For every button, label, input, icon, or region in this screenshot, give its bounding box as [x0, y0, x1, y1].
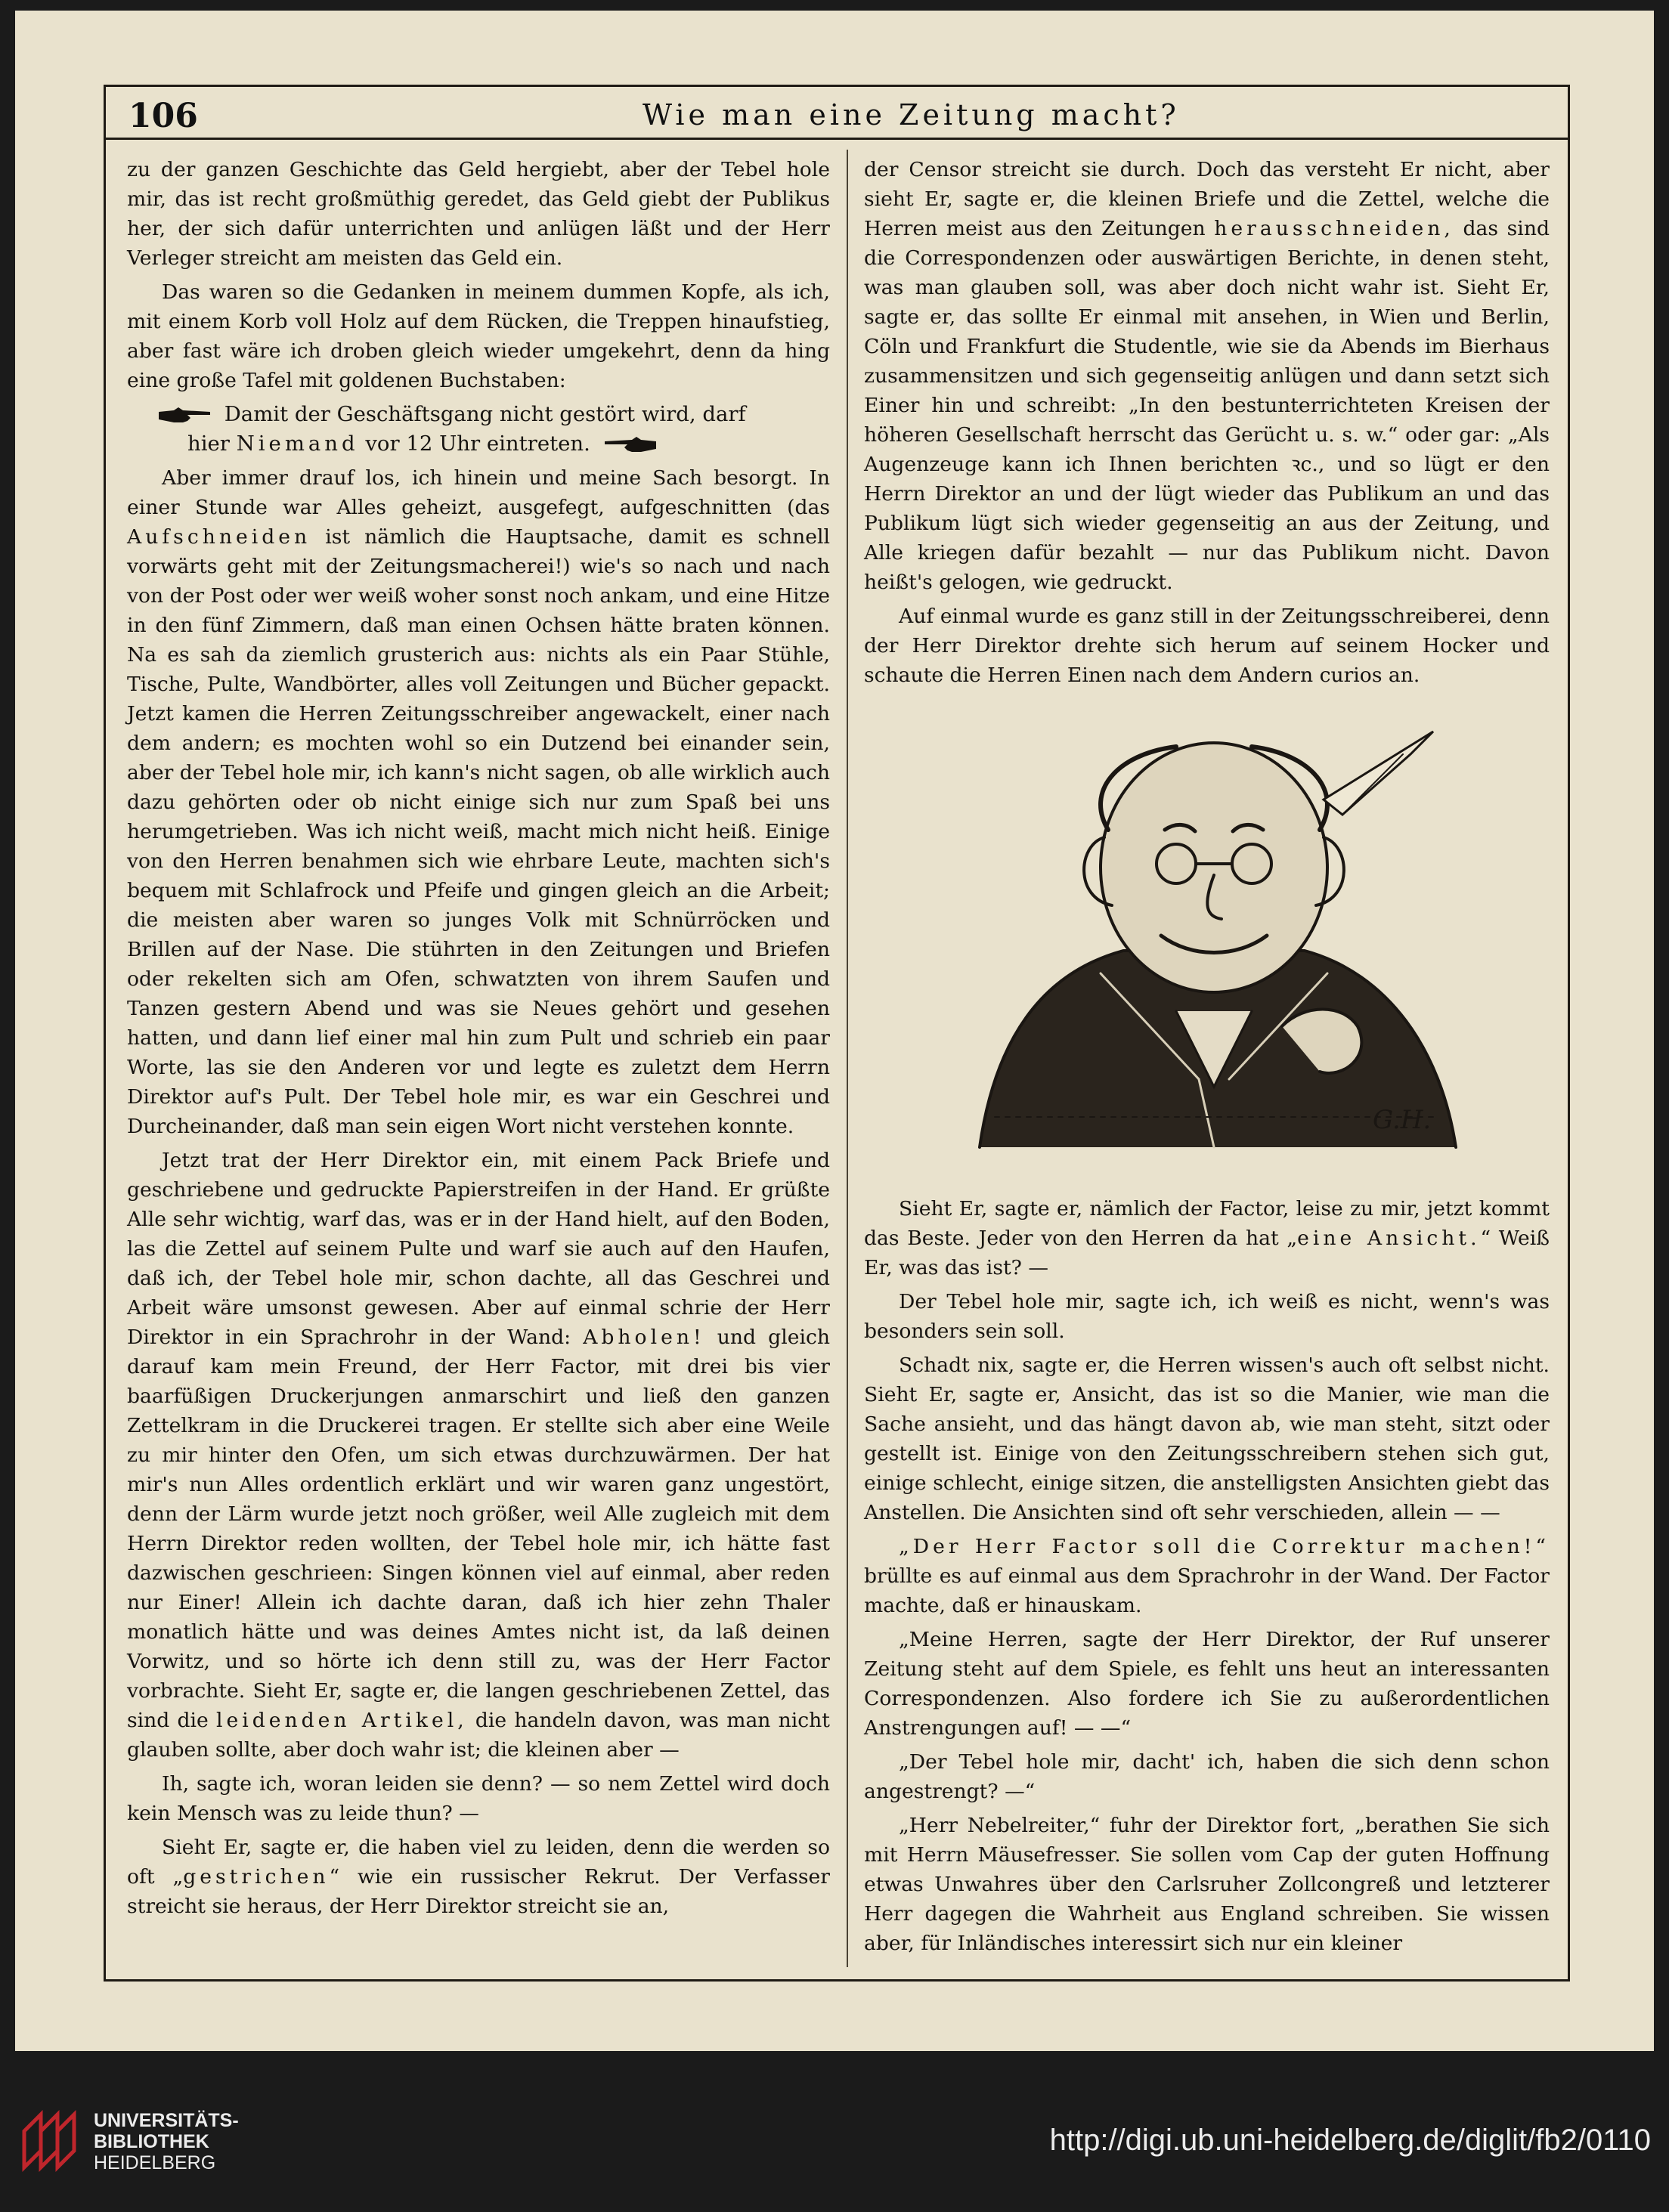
notice-emphasis: Niemand — [236, 432, 359, 456]
spaced-text: leidenden Artikel, — [216, 1709, 468, 1732]
spaced-text: gestrichen — [183, 1865, 330, 1889]
paragraph: Ih, sagte ich, woran leiden sie denn? — so nem Zettel wird doch kein Mensch was zu leide thun? — — [127, 1772, 830, 1825]
spaced-text: Abholen! — [583, 1326, 705, 1349]
paragraph — [864, 1194, 1550, 1282]
institution-line-1: UNIVERSITÄTS- — [94, 2110, 239, 2131]
spaced-text: eine Ansicht. — [1297, 1227, 1481, 1250]
text-run: Sieht Er, sagte er, die haben viel zu leiden, denn die werden so oft „ — [127, 1836, 830, 1889]
text-run: Sieht Er, sagte er, nämlich der Factor, leise zu mir, jetzt kommt das Beste. Jeder von den Herren da hat „ — [864, 1197, 1550, 1250]
text-run: das sind die Correspondenzen oder auswärtigen Berichte, in denen steht, was man glauben soll, was aber doch nicht wahr ist. Sieht Er, sagte er, das sollte Er einmal mit ansehen, in Wien und Berlin, Cöln und Frankfurt die Studentle, wie sie da Abends im Bierhaus zusammensitzen und sich gegenseitig anlügen und dann setzt sich Einer hin und schreibt: „In den bestunterrichteten Kreisen der höheren Gesellschaft herrscht das Gerücht u. s. w.“ oder gar: „Als Augenzeuge kann ich Ihnen berichten ꝛc., und so lügt er den Herrn Direktor an und der lügt wieder das Publikum an und das Publikum lügt sich wieder gegenseitig an aus der Zeitung, und Alle kriegen dafür bezahlt — nur das Publikum nicht. Davon heißt's gelogen, wie gedruckt. — [864, 217, 1550, 594]
notice-line-2-post: vor 12 Uhr eintreten. — [365, 432, 590, 456]
page-number: 106 — [129, 97, 198, 135]
illustration-signature: G.H. — [1373, 1105, 1432, 1135]
text-run: die handeln davon, was man nicht glauben sollte, aber doch wahr ist; die kleinen aber — — [127, 1709, 830, 1762]
permalink-url[interactable]: http://digi.ub.uni-heidelberg.de/diglit/fb2/0110 — [1049, 2124, 1651, 2157]
left-column — [127, 155, 830, 1926]
paragraph: „Herr Nebelreiter,“ fuhr der Direktor fort, „berathen Sie sich mit Herrn Mäusefresser. Sie sollen vom Cap der guten Hoffnung etwas Unwahres über den Carlsruher Zollcongreß und letzterer Herr dagegen die Wahrheit aus England schreiben. Sie wissen aber, für Inländisches interessirt sich nur ein kleiner — [864, 1814, 1550, 1955]
pointing-hand-right-icon — [157, 406, 213, 425]
paragraph: Schadt nix, sagte er, die Herren wissen's auch oft selbst nicht. Sieht Er, sagte er, Ansicht, das ist so die Manier, wie man die Sache ansieht, und das hängt davon ab, wie man steht, sitzt oder gestellt ist. Einige von den Zeitungsschreibern stehen sich gut, einige schlecht, einige sitzen, die anstelligsten Ansichten giebt das Anstellen. Die Ansichten sind oft sehr verschieden, allein — — — [864, 1353, 1550, 1524]
paragraph — [127, 1146, 830, 1765]
text-run: der Censor streicht sie durch. Doch das versteht Er nicht, aber sieht Er, sagte er, die kleinen Briefe und die Zettel, welche die Herren meist aus den Zeitungen — [864, 158, 1550, 240]
institution-name — [94, 2110, 239, 2173]
paragraph — [127, 463, 830, 1141]
caricature-illustration — [949, 724, 1479, 1162]
running-title: Wie man eine Zeitung macht? — [643, 98, 1180, 131]
paragraph: „Der Tebel hole mir, dacht' ich, haben die sich denn schon angestrengt? —“ — [864, 1750, 1550, 1803]
right-column-bottom — [864, 1194, 1550, 1963]
spaced-text: Aufschneiden — [127, 525, 311, 549]
header-rule — [104, 138, 1570, 140]
paragraph — [864, 1532, 1550, 1620]
paragraph: zu der ganzen Geschichte das Geld hergiebt, aber der Tebel hole mir, das ist recht großmüthig geredet, das Geld giebt der Publikus her, der sich dafür unterrichten und anlügen läßt und der Herr Verleger streicht am meisten das Geld ein. — [127, 158, 830, 270]
notice-sign — [127, 400, 830, 459]
paragraph: „Meine Herren, sagte der Herr Direktor, der Ruf unserer Zeitung steht auf dem Spiele, es fehlt uns heut an interessanten Correspondenzen. Also fordere ich Sie zu außerordentlichen Anstrengungen auf! — —“ — [864, 1628, 1550, 1740]
paragraph: Das waren so die Gedanken in meinem dummen Kopfe, als ich, mit einem Korb voll Holz auf dem Rücken, die Treppen hinaufstieg, aber fast wäre ich droben gleich wieder umgekehrt, denn da hing eine große Tafel mit goldenen Buchstaben: — [127, 280, 830, 392]
text-run: Aber immer drauf los, ich hinein und meine Sach besorgt. In einer Stunde war Alles geheizt, ausgefegt, aufgeschnitten (das — [127, 466, 830, 519]
text-run: “ Weiß Er, was das ist? — — [864, 1227, 1550, 1279]
text-run: brüllte es auf einmal aus dem Sprachrohr in der Wand. Der Factor machte, daß er hinauskam. — [864, 1564, 1550, 1617]
notice-line-1: Damit der Geschäftsgang nicht gestört wird, darf — [224, 402, 746, 426]
institution-line-3: HEIDELBERG — [94, 2152, 216, 2173]
text-run: Jetzt trat der Herr Direktor ein, mit einem Pack Briefe und geschriebene und gedruckte Papierstreifen in der Hand. Er grüßte Alle sehr wichtig, warf das, was er in der Hand hielt, auf den Boden, las die Zettel auf seinem Pulte und warf sie auch auf den Haufen, daß ich, der Tebel hole mir, schon dachte, all das Geschrei und Arbeit wäre umsonst gewesen. Aber auf einmal schrie der Herr Direktor in ein Sprachrohr in der Wand: — [127, 1149, 830, 1349]
column-divider — [847, 150, 848, 1967]
pointing-hand-left-icon — [602, 435, 658, 455]
text-run: ist nämlich die Hauptsache, damit es schnell vorwärts geht mit der Zeitungsmacherei!) wie's so nach und nach von der Post oder wer weiß woher sonst noch ankam, und eine Hitze in den fünf Zimmern, daß man einen Ochsen hätte braten können. Na es sah da ziemlich grusterich aus: nichts als ein Paar Stühle, Tische, Pulte, Wandbörter, alles voll Zeitungen und Bücher gepackt. Jetzt kamen die Herren Zeitungsschreiber angewackelt, einer nach dem andern; es mochten wohl so ein Dutzend bei einander sein, aber der Tebel hole mir, ich kann's nicht sagen, ob alle wirklich auch dazu gehörten oder ob nicht einige sich nur zum Spaß bei uns herumgetrieben. Was ich nicht weiß, macht mich nicht heiß. Einige von den Herren benahmen sich wie ehrbare Leute, machten sich's bequem mit Schlafrock und Pfeife und gingen gleich an die Arbeit; die meisten aber waren so junges Volk mit Schnürröcken und Brillen auf der Nase. Die stührten in den Zeitungen und Briefen oder rekelten sich am Ofen, schwatzten von ihrem Saufen und Tanzen gestern Abend und was sie Neues gehört und gesehen hatten, und dann lief einer mal hin zum Pult und schrieb ein paar Worte, las sie den Anderen vor und legte es zuletzt dem Herrn Direktor auf's Pult. Der Tebel hole mir, es war ein Geschrei und Durcheinander, daß man sein eigen Wort nicht verstehen konnte. — [127, 525, 830, 1138]
text-run: “ wie ein russischer Rekrut. Der Verfasser streicht sie heraus, der Herr Direktor streicht sie an, — [127, 1865, 830, 1918]
spaced-text: herausschneiden, — [1214, 217, 1454, 240]
paragraph: Der Tebel hole mir, sagte ich, ich weiß es nicht, wenn's was besonders sein soll. — [864, 1290, 1550, 1343]
text-run: und gleich darauf kam mein Freund, der Herr Factor, mit drei bis vier baarfüßigen Druckerjungen anmarschirt und ließ den ganzen Zettelkram in die Druckerei tragen. Er stellte sich aber eine Weile zu mir hinter den Ofen, um sich etwas durchzuwärmen. Der hat mir's nun Alles ordentlich erklärt und wir waren ganz ungestört, denn der Lärm wurde jetzt noch größer, weil Alle zugleich mit dem Herrn Direktor reden wollten, der Tebel hole mir, ich hätte fast dazwischen geschrieen: Singen können viel auf einmal, aber reden nur Einer! Allein ich dachte daran, daß ich hier zehn Thaler monatlich hätte und was deines Amtes nicht ist, da laß deinen Vorwitz, und so hörte ich denn still zu, was der Herr Factor vorbrachte. Sieht Er, sagte er, die langen geschriebenen Zettel, das sind die — [127, 1326, 830, 1732]
paragraph — [864, 155, 1550, 597]
university-library-logo-icon — [18, 2108, 83, 2173]
paragraph — [127, 1833, 830, 1921]
right-column-top — [864, 155, 1550, 695]
notice-line-2-pre: hier — [187, 432, 230, 456]
paragraph: Auf einmal wurde es ganz still in der Zeitungsschreiberei, denn der Herr Direktor drehte sich herum auf seinem Hocker und schaute die Herren Einen nach dem Andern curios an. — [864, 605, 1550, 687]
spaced-text: „Der Herr Factor soll die Correktur machen!“ — [899, 1535, 1550, 1558]
institution-line-2: BIBLIOTHEK — [94, 2131, 209, 2152]
